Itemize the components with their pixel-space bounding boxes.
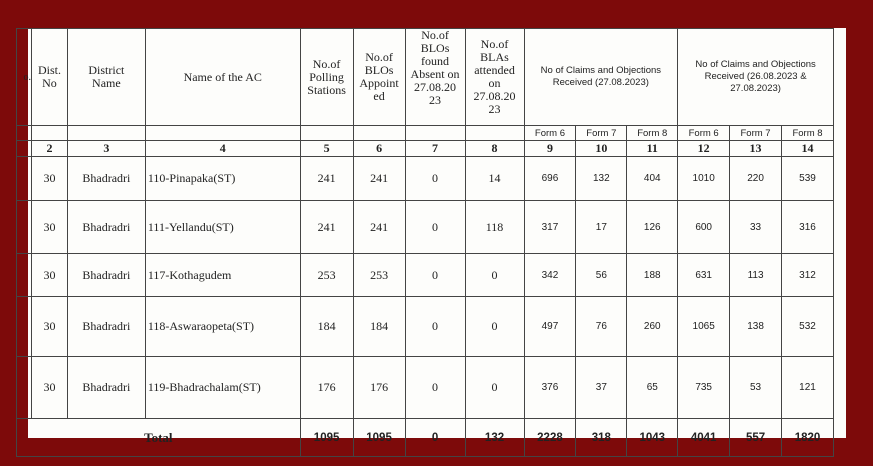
form-7-header: Form 7 — [576, 126, 627, 141]
total-form8: 1043 — [627, 419, 678, 457]
column-number: 14 — [782, 141, 834, 157]
dist-no-cell: 30 — [31, 254, 67, 297]
dist-no-cell: 30 — [31, 357, 67, 419]
blas-attended-header: No.of BLAs attended on 27.08.20 23 — [465, 29, 524, 126]
polling-cell: 184 — [300, 297, 353, 357]
bla-cell: 0 — [465, 254, 524, 297]
ac-name-header: Name of the AC — [145, 29, 300, 126]
form6-cell: 1010 — [678, 157, 730, 201]
form7-cell: 138 — [730, 297, 782, 357]
bla-cell: 14 — [465, 157, 524, 201]
column-number: 11 — [627, 141, 678, 157]
polling-cell: 253 — [300, 254, 353, 297]
ac-cell: 111-Yellandu(ST) — [145, 201, 300, 254]
polling-cell: 241 — [300, 201, 353, 254]
spacer — [31, 126, 67, 141]
form6-cell: 342 — [524, 254, 576, 297]
form6-cell: 376 — [524, 357, 576, 419]
dist-no-header: Dist. No — [31, 29, 67, 126]
claims-objections-table — [16, 28, 834, 457]
column-number-row — [17, 141, 834, 157]
blo-cell: 253 — [353, 254, 405, 297]
sno-cell — [17, 254, 32, 297]
spacer — [300, 126, 353, 141]
form-6-header: Form 6 — [524, 126, 576, 141]
form-6-header: Form 6 — [678, 126, 730, 141]
form6-cell: 735 — [678, 357, 730, 419]
table-row — [17, 201, 834, 254]
total-blo: 1095 — [353, 419, 405, 457]
blos-appointed-header: No.of BLOs Appoint ed — [353, 29, 405, 126]
district-cell: Bhadradri — [67, 297, 145, 357]
dist-no-cell: 30 — [31, 297, 67, 357]
ac-cell: 117-Kothagudem — [145, 254, 300, 297]
district-cell: Bhadradri — [67, 357, 145, 419]
ac-cell: 110-Pinapaka(ST) — [145, 157, 300, 201]
form7-cell: 220 — [730, 157, 782, 201]
total-absent: 0 — [405, 419, 465, 457]
spacer — [145, 126, 300, 141]
bla-cell: 0 — [465, 357, 524, 419]
column-number: 3 — [67, 141, 145, 157]
column-number: 6 — [353, 141, 405, 157]
column-number — [17, 141, 32, 157]
bla-cell: 0 — [465, 297, 524, 357]
district-cell: Bhadradri — [67, 157, 145, 201]
form8-cell: 532 — [782, 297, 834, 357]
form7-cell: 33 — [730, 201, 782, 254]
form7-cell: 17 — [576, 201, 627, 254]
blos-absent-header: No.of BLOs found Absent on 27.08.20 23 — [405, 29, 465, 126]
absent-cell: 0 — [405, 357, 465, 419]
form8-cell: 539 — [782, 157, 834, 201]
polling-stations-header: No.of Polling Stations — [300, 29, 353, 126]
form7-cell: 53 — [730, 357, 782, 419]
form8-cell: 121 — [782, 357, 834, 419]
form-subheader-row — [17, 126, 834, 141]
total-label: Total — [17, 419, 301, 457]
form8-cell: 65 — [627, 357, 678, 419]
absent-cell: 0 — [405, 157, 465, 201]
form8-cell: 126 — [627, 201, 678, 254]
column-number: 5 — [300, 141, 353, 157]
dist-no-cell: 30 — [31, 157, 67, 201]
form8-cell: 188 — [627, 254, 678, 297]
form7-cell: 37 — [576, 357, 627, 419]
document-sheet — [23, 28, 846, 445]
total-form6: 4041 — [678, 419, 730, 457]
district-cell: Bhadradri — [67, 254, 145, 297]
form7-cell: 76 — [576, 297, 627, 357]
dist-no-cell: 30 — [31, 201, 67, 254]
form8-cell: 316 — [782, 201, 834, 254]
spacer — [405, 126, 465, 141]
form-8-header: Form 8 — [782, 126, 834, 141]
absent-cell: 0 — [405, 297, 465, 357]
form6-cell: 317 — [524, 201, 576, 254]
spacer — [17, 126, 32, 141]
absent-cell: 0 — [405, 201, 465, 254]
form-7-header: Form 7 — [730, 126, 782, 141]
spacer — [353, 126, 405, 141]
absent-cell: 0 — [405, 254, 465, 297]
total-form7: 557 — [730, 419, 782, 457]
sno-cell — [17, 201, 32, 254]
form-8-header: Form 8 — [627, 126, 678, 141]
district-name-header: District Name — [67, 29, 145, 126]
form7-cell: 132 — [576, 157, 627, 201]
sno-cell — [17, 357, 32, 419]
column-number: 13 — [730, 141, 782, 157]
sno-cell — [17, 157, 32, 201]
total-form8: 1820 — [782, 419, 834, 457]
column-number: 9 — [524, 141, 576, 157]
table-row — [17, 157, 834, 201]
form6-cell: 600 — [678, 201, 730, 254]
column-number: 10 — [576, 141, 627, 157]
sno-header: o. — [17, 29, 32, 126]
blo-cell: 184 — [353, 297, 405, 357]
form6-cell: 696 — [524, 157, 576, 201]
polling-cell: 241 — [300, 157, 353, 201]
column-number: 8 — [465, 141, 524, 157]
table-row — [17, 297, 834, 357]
bla-cell: 118 — [465, 201, 524, 254]
form8-cell: 312 — [782, 254, 834, 297]
blo-cell: 241 — [353, 201, 405, 254]
ac-cell: 118-Aswaraopeta(ST) — [145, 297, 300, 357]
form6-cell: 497 — [524, 297, 576, 357]
column-number: 4 — [145, 141, 300, 157]
total-bla: 132 — [465, 419, 524, 457]
polling-cell: 176 — [300, 357, 353, 419]
header-row — [17, 29, 834, 126]
total-form6: 2228 — [524, 419, 576, 457]
sno-cell — [17, 297, 32, 357]
blo-cell: 176 — [353, 357, 405, 419]
form8-cell: 404 — [627, 157, 678, 201]
column-number: 7 — [405, 141, 465, 157]
form6-cell: 1065 — [678, 297, 730, 357]
claims-26-27-header: No of Claims and Objections Received (26.08.2023 & 27.08.2023) — [678, 29, 834, 126]
column-number: 2 — [31, 141, 67, 157]
claims-27-header: No of Claims and Objections Received (27.08.2023) — [524, 29, 678, 126]
form8-cell: 260 — [627, 297, 678, 357]
form7-cell: 113 — [730, 254, 782, 297]
total-row — [17, 419, 834, 457]
table-row — [17, 254, 834, 297]
ac-cell: 119-Bhadrachalam(ST) — [145, 357, 300, 419]
table-row — [17, 357, 834, 419]
spacer — [465, 126, 524, 141]
total-polling: 1095 — [300, 419, 353, 457]
column-number: 12 — [678, 141, 730, 157]
blo-cell: 241 — [353, 157, 405, 201]
form6-cell: 631 — [678, 254, 730, 297]
spacer — [67, 126, 145, 141]
total-form7: 318 — [576, 419, 627, 457]
district-cell: Bhadradri — [67, 201, 145, 254]
form7-cell: 56 — [576, 254, 627, 297]
